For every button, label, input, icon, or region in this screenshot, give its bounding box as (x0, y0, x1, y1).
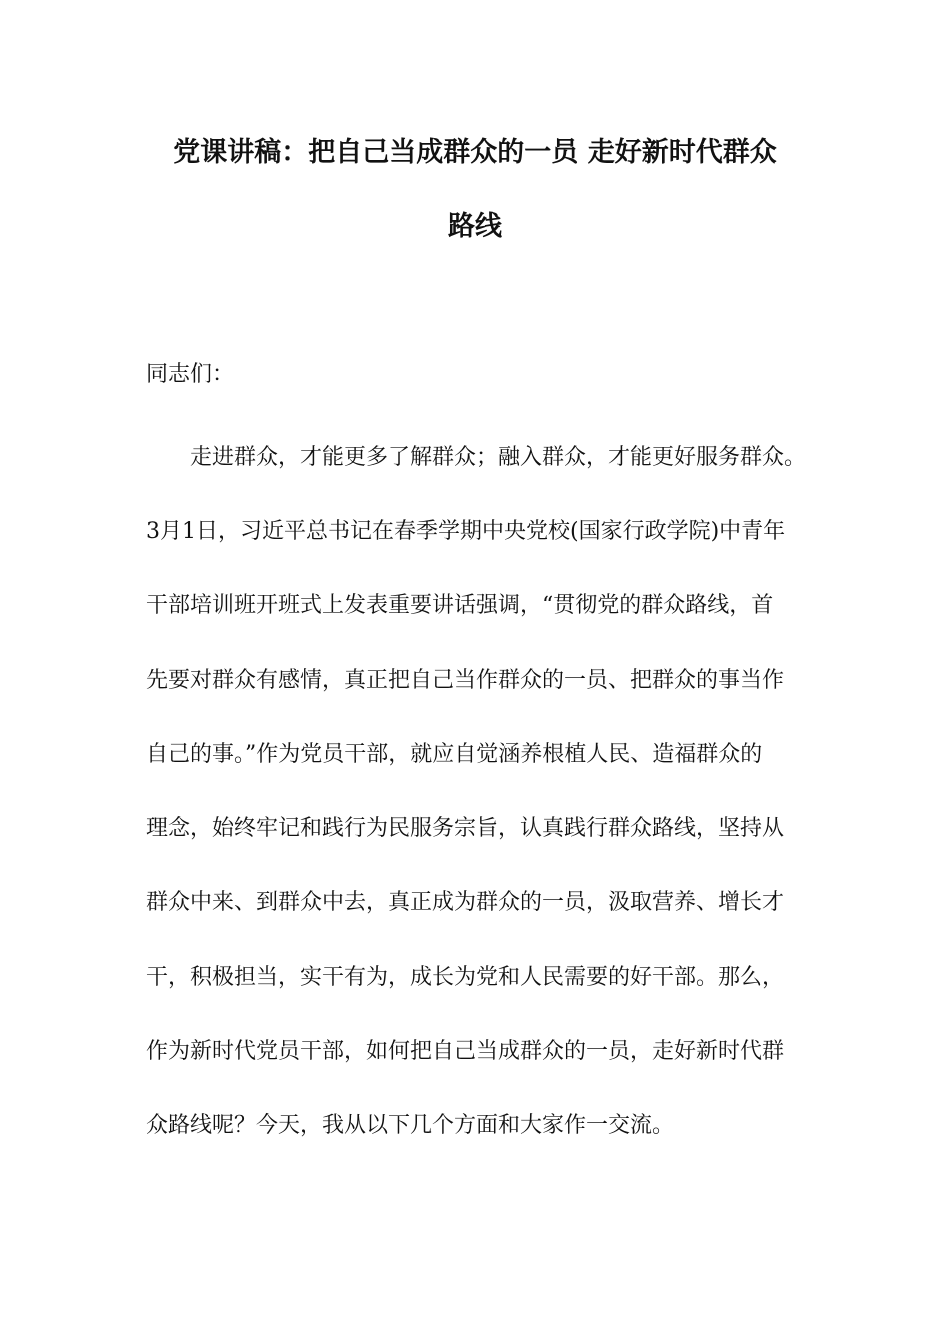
paragraph-line: 作为新时代党员干部，如何把自己当成群众的一员，走好新时代群 (146, 1039, 785, 1064)
paragraph-line: 走进群众，才能更多了解群众；融入群众，才能更好服务群众。 (190, 445, 807, 470)
paragraph-line: 干，积极担当，实干有为，成长为党和人民需要的好干部。那么， (146, 965, 785, 990)
paragraph-line: 理念，始终牢记和践行为民服务宗旨，认真践行群众路线，坚持从 (146, 816, 785, 841)
document-title-line-1: 党课讲稿：把自己当成群众的一员 走好新时代群众 (173, 137, 777, 168)
document-title-line-2: 路线 (448, 211, 502, 242)
paragraph-line: 3月1日，习近平总书记在春季学期中央党校(国家行政学院)中青年 (146, 519, 786, 544)
paragraph-line: 群众中来、到群众中去，真正成为群众的一员，汲取营养、增长才 (146, 890, 785, 915)
paragraph-line: 先要对群众有感情，真正把自己当作群众的一员、把群众的事当作 (146, 668, 785, 693)
paragraph-line: 干部培训班开班式上发表重要讲话强调，“贯彻党的群众路线，首 (146, 593, 774, 618)
paragraph-line: 众路线呢？今天，我从以下几个方面和大家作一交流。 (146, 1113, 675, 1138)
salutation: 同志们： (146, 362, 235, 387)
paragraph-line: 自己的事。”作为党员干部，就应自觉涵养根植人民、造福群众的 (146, 742, 763, 767)
